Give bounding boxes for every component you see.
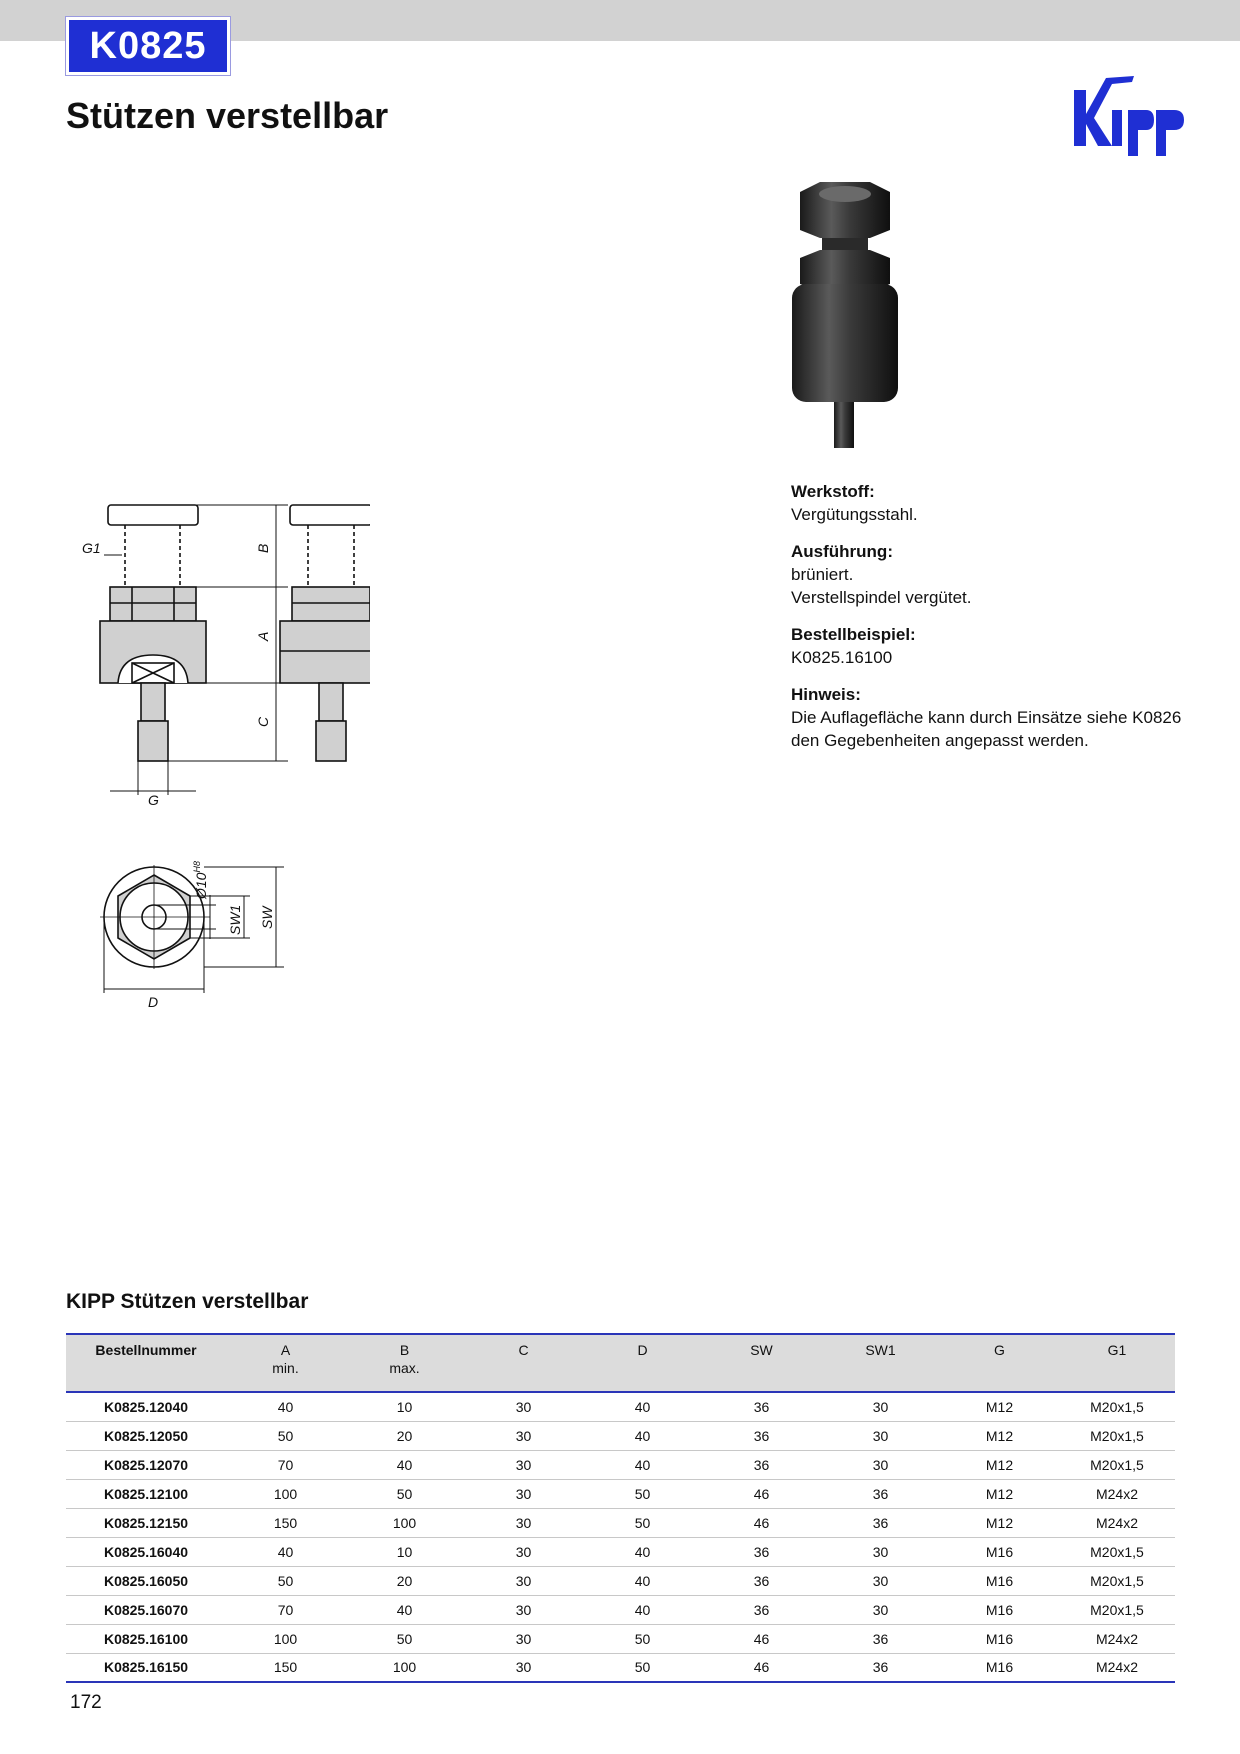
info-heading: Werkstoff: (791, 482, 875, 501)
table-cell: 40 (226, 1392, 345, 1421)
info-line: K0825.16100 (791, 648, 893, 667)
table-cell: 30 (821, 1537, 940, 1566)
table-cell: 36 (821, 1624, 940, 1653)
cell-order-number: K0825.16040 (66, 1537, 226, 1566)
table-cell: 150 (226, 1653, 345, 1682)
col-c: C (518, 1342, 529, 1358)
table-cell: M12 (940, 1508, 1059, 1537)
info-heading: Ausführung: (791, 542, 893, 561)
table-cell: 40 (583, 1566, 702, 1595)
table-cell: M20x1,5 (1059, 1392, 1175, 1421)
table-row (66, 1508, 1175, 1537)
table-cell: 30 (464, 1653, 583, 1682)
table-row (66, 1421, 1175, 1450)
table-cell: 100 (226, 1624, 345, 1653)
col-sw1: SW1 (865, 1342, 896, 1358)
spec-table (66, 1333, 1175, 1683)
table-row (66, 1653, 1175, 1682)
table-row (66, 1392, 1175, 1421)
col-g: G (994, 1342, 1005, 1358)
table-cell: M20x1,5 (1059, 1421, 1175, 1450)
table-cell: M24x2 (1059, 1653, 1175, 1682)
table-cell: 30 (464, 1508, 583, 1537)
table-row (66, 1566, 1175, 1595)
col-b: B max. (389, 1342, 420, 1376)
table-cell: M24x2 (1059, 1624, 1175, 1653)
table-cell: M16 (940, 1653, 1059, 1682)
table-cell: 50 (345, 1624, 464, 1653)
table-cell: M12 (940, 1392, 1059, 1421)
table-header-row (66, 1334, 1175, 1392)
cell-order-number: K0825.12050 (66, 1421, 226, 1450)
info-heading: Hinweis: (791, 685, 861, 704)
table-cell: 50 (345, 1479, 464, 1508)
table-cell: 36 (702, 1595, 821, 1624)
table-cell: 36 (702, 1450, 821, 1479)
table-cell: 46 (702, 1624, 821, 1653)
dim-label-b: B (255, 543, 271, 553)
table-cell: 30 (821, 1595, 940, 1624)
table-cell: 40 (583, 1421, 702, 1450)
info-note (791, 683, 1211, 752)
dim-label-g1: G1 (82, 540, 101, 556)
info-line: Die Auflagefläche kann durch Einsätze siehe K0826 (791, 708, 1182, 727)
cell-order-number: K0825.16050 (66, 1566, 226, 1595)
table-cell: M24x2 (1059, 1479, 1175, 1508)
page-number: 172 (70, 1692, 102, 1713)
table-cell: 36 (702, 1392, 821, 1421)
table-cell: 50 (583, 1653, 702, 1682)
table-cell: 46 (702, 1653, 821, 1682)
table-cell: 30 (821, 1421, 940, 1450)
info-heading: Bestellbeispiel: (791, 625, 916, 644)
info-line: brüniert. (791, 565, 854, 584)
table-cell: 30 (464, 1566, 583, 1595)
info-material (791, 480, 1211, 526)
table-cell: 150 (226, 1508, 345, 1537)
kipp-logo (1072, 74, 1188, 158)
table-body (66, 1392, 1175, 1682)
table-cell: 100 (345, 1508, 464, 1537)
table-cell: 30 (464, 1450, 583, 1479)
dim-label-a: A (255, 631, 271, 641)
table-cell: 30 (821, 1566, 940, 1595)
table-cell: 30 (464, 1421, 583, 1450)
bore-fit: H8 (192, 861, 202, 873)
cell-order-number: K0825.12040 (66, 1392, 226, 1421)
cell-order-number: K0825.12070 (66, 1450, 226, 1479)
info-line: Verstellspindel vergütet. (791, 588, 972, 607)
col-g1: G1 (1107, 1342, 1127, 1358)
table-cell: M16 (940, 1595, 1059, 1624)
table-row (66, 1479, 1175, 1508)
cell-order-number: K0825.16070 (66, 1595, 226, 1624)
table-cell: 40 (583, 1595, 702, 1624)
table-cell: 30 (464, 1595, 583, 1624)
table-cell: 10 (345, 1537, 464, 1566)
table-cell: 46 (702, 1508, 821, 1537)
table-cell: 70 (226, 1595, 345, 1624)
cell-order-number: K0825.12100 (66, 1479, 226, 1508)
table-cell: 20 (345, 1421, 464, 1450)
table-row (66, 1450, 1175, 1479)
table-cell: 40 (583, 1450, 702, 1479)
table-cell: 30 (464, 1537, 583, 1566)
table-row (66, 1624, 1175, 1653)
table-cell: 30 (821, 1392, 940, 1421)
table-cell: 30 (464, 1392, 583, 1421)
col-sw: SW (750, 1342, 773, 1358)
table-cell: 50 (583, 1479, 702, 1508)
technical-drawing (70, 495, 370, 1015)
info-line: Vergütungsstahl. (791, 505, 918, 524)
table-cell: 36 (702, 1421, 821, 1450)
table-cell: 20 (345, 1566, 464, 1595)
table-cell: 30 (821, 1450, 940, 1479)
table-cell: 10 (345, 1392, 464, 1421)
table-cell: 36 (821, 1479, 940, 1508)
table-cell: 50 (226, 1566, 345, 1595)
col-bestellnummer: Bestellnummer (95, 1342, 197, 1358)
dim-label-c: C (255, 716, 271, 727)
table-title: KIPP Stützen verstellbar (66, 1290, 309, 1313)
table-cell: M20x1,5 (1059, 1537, 1175, 1566)
table-cell: 50 (226, 1421, 345, 1450)
table-cell: 40 (583, 1537, 702, 1566)
table-cell: 40 (583, 1392, 702, 1421)
table-cell: 100 (345, 1653, 464, 1682)
cell-order-number: K0825.16100 (66, 1624, 226, 1653)
product-photo (778, 180, 908, 460)
table-row (66, 1595, 1175, 1624)
bore-diameter: Ø10 (193, 872, 209, 899)
cell-order-number: K0825.12150 (66, 1508, 226, 1537)
table-cell: M12 (940, 1421, 1059, 1450)
page-title: Stützen verstellbar (66, 95, 389, 136)
info-finish (791, 540, 1211, 609)
table-cell: M16 (940, 1624, 1059, 1653)
table-cell: M20x1,5 (1059, 1595, 1175, 1624)
table-cell: 36 (702, 1566, 821, 1595)
table-cell: 30 (464, 1624, 583, 1653)
info-line: den Gegebenheiten angepasst werden. (791, 731, 1089, 750)
table-cell: 40 (345, 1595, 464, 1624)
table-cell: M12 (940, 1450, 1059, 1479)
dim-label-sw1: SW1 (227, 904, 243, 935)
info-order-example (791, 623, 1211, 669)
table-cell: 70 (226, 1450, 345, 1479)
table-row (66, 1537, 1175, 1566)
table-cell: 40 (345, 1450, 464, 1479)
table-cell: 50 (583, 1624, 702, 1653)
product-info (791, 480, 1211, 766)
table-cell: 36 (821, 1653, 940, 1682)
table-cell: M20x1,5 (1059, 1450, 1175, 1479)
table-cell: 40 (226, 1537, 345, 1566)
col-d: D (637, 1342, 648, 1358)
table-cell: M16 (940, 1537, 1059, 1566)
table-cell: 36 (821, 1508, 940, 1537)
table-cell: M12 (940, 1479, 1059, 1508)
dim-label-sw: SW (259, 906, 275, 929)
table-cell: 30 (464, 1479, 583, 1508)
table-cell: 50 (583, 1508, 702, 1537)
product-code-badge: K0825 (66, 17, 230, 75)
table-cell: 46 (702, 1479, 821, 1508)
table-cell: 100 (226, 1479, 345, 1508)
table-cell: 36 (702, 1537, 821, 1566)
dim-label-g: G (148, 792, 159, 808)
table-cell: M20x1,5 (1059, 1566, 1175, 1595)
table-cell: M24x2 (1059, 1508, 1175, 1537)
cell-order-number: K0825.16150 (66, 1653, 226, 1682)
col-a: A min. (272, 1342, 299, 1376)
dim-label-d: D (148, 994, 159, 1010)
table-cell: M16 (940, 1566, 1059, 1595)
